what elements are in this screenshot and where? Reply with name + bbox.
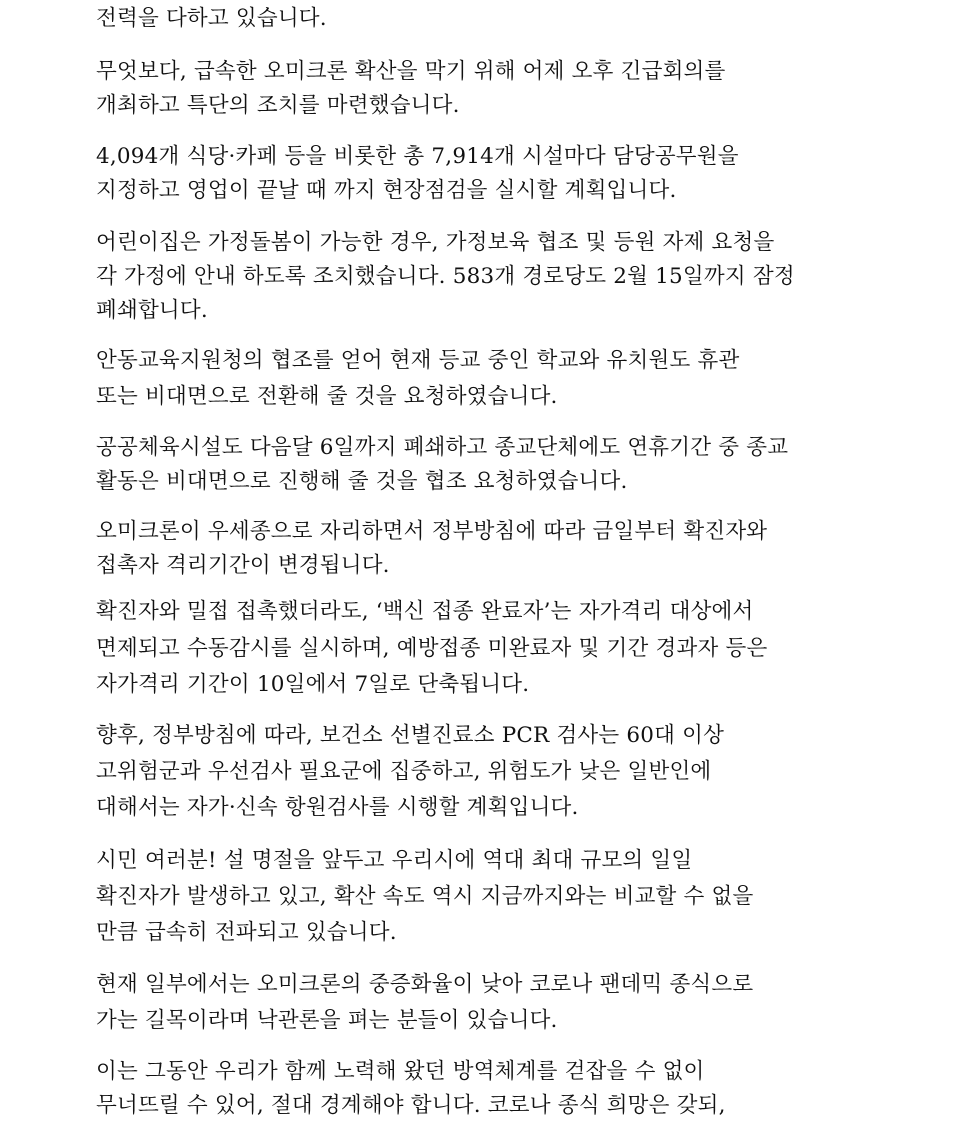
text-line: 무엇보다, 급속한 오미크론 확산을 막기 위해 어제 오후 긴급회의를 [96,59,726,84]
text-line: 활동은 비대면으로 진행해 줄 것을 협조 요청하였습니다. [96,469,628,494]
text-line: 공공체육시설도 다음달 6일까지 폐쇄하고 종교단체에도 연휴기간 중 종교 [96,435,789,460]
text-line: 안동교육지원청의 협조를 얻어 현재 등교 중인 학교와 유치원도 휴관 [96,348,740,373]
text-line: 접촉자 격리기간이 변경됩니다. [96,553,390,578]
text-line: 폐쇄합니다. [96,298,208,323]
text-line: 지정하고 영업이 끝날 때 까지 현장점검을 실시할 계획입니다. [96,178,677,203]
text-line: 전력을 다하고 있습니다. [96,6,327,31]
text-line: 이는 그동안 우리가 함께 노력해 왔던 방역체계를 걷잡을 수 없이 [96,1059,705,1084]
text-line: 만큼 급속히 전파되고 있습니다. [96,920,397,945]
text-line: 가는 길목이라며 낙관론을 펴는 분들이 있습니다. [96,1008,558,1033]
text-line: 향후, 정부방침에 따라, 보건소 선별진료소 PCR 검사는 60대 이상 [96,723,725,748]
text-line: 어린이집은 가정돌봄이 가능한 경우, 가정보육 협조 및 등원 자제 요청을 [96,230,775,255]
text-line: 시민 여러분! 설 명절을 앞두고 우리시에 역대 최대 규모의 일일 [96,848,693,873]
text-line: 면제되고 수동감시를 실시하며, 예방접종 미완료자 및 기간 경과자 등은 [96,636,768,661]
text-line: 개최하고 특단의 조치를 마련했습니다. [96,93,460,118]
text-line: 자가격리 기간이 10일에서 7일로 단축됩니다. [96,672,530,697]
text-line: 4,094개 식당·카페 등을 비롯한 총 7,914개 시설마다 담당공무원을 [96,144,739,169]
text-line: 또는 비대면으로 전환해 줄 것을 요청하였습니다. [96,384,558,409]
text-line: 확진자와 밀접 접촉했더라도, ‘백신 접종 완료자’는 자가격리 대상에서 [96,599,754,624]
text-line: 확진자가 발생하고 있고, 확산 속도 역시 지금까지와는 비교할 수 없을 [96,884,754,909]
text-line: 현재 일부에서는 오미크론의 중증화율이 낮아 코로나 팬데믹 종식으로 [96,972,754,997]
text-line: 오미크론이 우세종으로 자리하면서 정부방침에 따라 금일부터 확진자와 [96,519,768,544]
text-line: 무너뜨릴 수 있어, 절대 경계해야 합니다. 코로나 종식 희망은 갖되, [96,1093,726,1118]
text-line: 각 가정에 안내 하도록 조치했습니다. 583개 경로당도 2월 15일까지 잠정 [96,264,795,289]
text-line: 고위험군과 우선검사 필요군에 집중하고, 위험도가 낮은 일반인에 [96,759,712,784]
text-line: 대해서는 자가·신속 항원검사를 시행할 계획입니다. [96,795,579,820]
